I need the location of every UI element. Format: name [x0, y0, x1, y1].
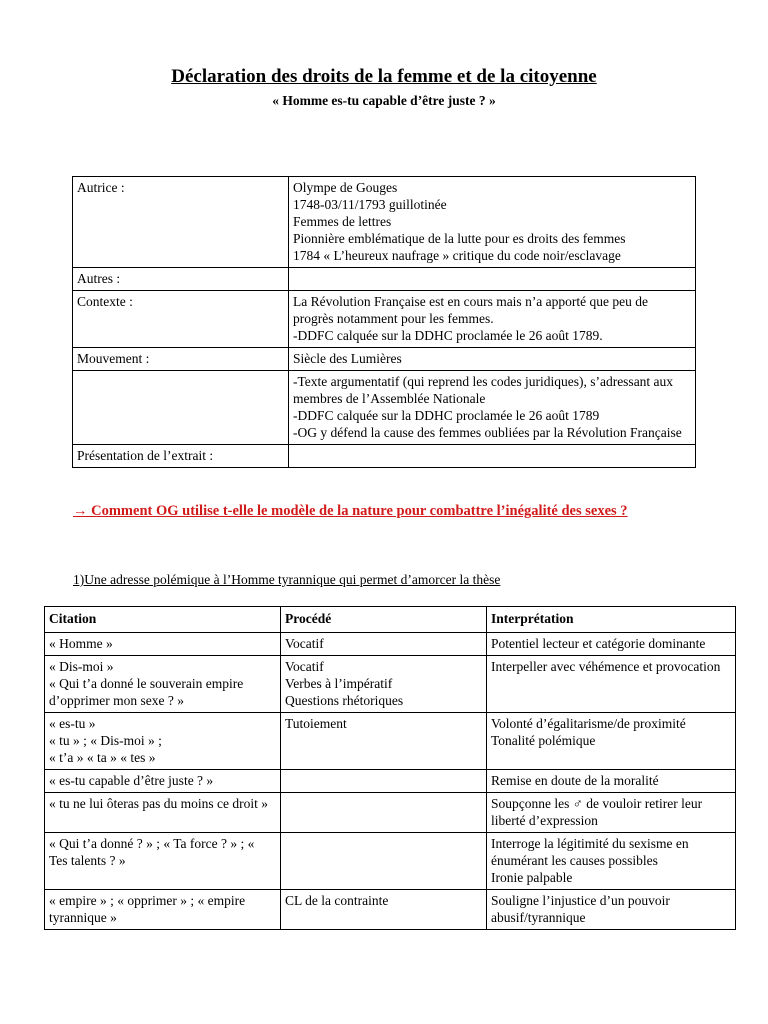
info-label: Contexte :	[73, 291, 289, 348]
procede-cell-line: CL de la contrainte	[285, 893, 389, 908]
info-row	[73, 268, 696, 291]
info-label	[73, 371, 289, 445]
interpretation-cell-line: Souligne l’injustice d’un pouvoir abusif/tyrannique	[491, 893, 670, 925]
info-row	[73, 348, 696, 371]
citation-cell	[45, 713, 281, 770]
info-value-line: -DDFC calquée sur la DDHC proclamée le 26 août 1789	[293, 408, 600, 423]
interpretation-cell	[487, 656, 736, 713]
procede-cell-line: Questions rhétoriques	[285, 693, 404, 708]
procede-cell	[281, 770, 487, 793]
citation-row	[45, 793, 736, 833]
citation-cell-line: « es-tu capable d’être juste ? »	[49, 773, 214, 788]
procede-cell	[281, 833, 487, 890]
problem-question: → Comment OG utilise t-elle le modèle de la nature pour combattre l’inégalité des sexes ?	[73, 503, 628, 519]
info-value-line: -DDFC calquée sur la DDHC proclamée le 26 août 1789.	[293, 328, 603, 343]
document-subtitle: « Homme es-tu capable d’être juste ? »	[272, 93, 496, 108]
citation-cell-line: « tu ne lui ôteras pas du moins ce droit »	[49, 796, 268, 811]
citation-row	[45, 713, 736, 770]
citation-cell	[45, 633, 281, 656]
info-value-line: -Texte argumentatif (qui reprend les codes juridiques), s’adressant aux membres de l’Assemblée Nationale	[293, 374, 674, 406]
procede-cell	[281, 656, 487, 713]
info-value-line: 1784 « L’heureux naufrage » critique du code noir/esclavage	[293, 248, 621, 263]
citation-row	[45, 890, 736, 930]
info-value	[289, 268, 696, 291]
interpretation-cell	[487, 770, 736, 793]
section-title: 1)Une adresse polémique à l’Homme tyrannique qui permet d’amorcer la thèse	[73, 572, 501, 587]
info-value-line: -OG y défend la cause des femmes oubliées par la Révolution Française	[293, 425, 682, 440]
info-label: Présentation de l’extrait :	[73, 445, 289, 468]
citation-cell-line: « Qui t’a donné ? » ; « Ta force ? » ; « Tes talents ? »	[49, 836, 255, 868]
info-table	[72, 176, 696, 468]
interpretation-cell-line: Remise en doute de la moralité	[491, 773, 659, 788]
interpretation-cell	[487, 633, 736, 656]
procede-cell	[281, 890, 487, 930]
info-value-line: Olympe de Gouges	[293, 180, 398, 195]
citation-row	[45, 656, 736, 713]
citation-row	[45, 770, 736, 793]
interpretation-cell-line: Ironie palpable	[491, 870, 573, 885]
citation-cell	[45, 770, 281, 793]
citation-cell-line: « es-tu »	[49, 716, 96, 731]
info-label: Autres :	[73, 268, 289, 291]
citation-cell	[45, 833, 281, 890]
info-value-line: 1748-03/11/1793 guillotinée	[293, 197, 447, 212]
citation-cell-line: « Dis-moi »	[49, 659, 114, 674]
interpretation-cell-line: Volonté d’égalitarisme/de proximité	[491, 716, 686, 731]
info-value	[289, 291, 696, 348]
citation-row	[45, 633, 736, 656]
interpretation-cell-line: Soupçonne les ♂ de vouloir retirer leur liberté d’expression	[491, 796, 703, 828]
citation-cell-line: « t’a » « ta » « tes »	[49, 750, 156, 765]
info-row	[73, 371, 696, 445]
procede-cell-line: Vocatif	[285, 636, 324, 651]
interpretation-cell	[487, 833, 736, 890]
info-value-line: Femmes de lettres	[293, 214, 392, 229]
procede-cell	[281, 633, 487, 656]
info-label: Mouvement :	[73, 348, 289, 371]
info-value-line: La Révolution Française est en cours mais n’a apporté que peu de progrès notamment pour les femmes.	[293, 294, 649, 326]
procede-cell-line: Tutoiement	[285, 716, 347, 731]
header-procede: Procédé	[281, 607, 487, 633]
interpretation-cell	[487, 793, 736, 833]
info-row	[73, 445, 696, 468]
interpretation-cell	[487, 713, 736, 770]
interpretation-cell	[487, 890, 736, 930]
document-title: Déclaration des droits de la femme et de la citoyenne	[171, 66, 597, 87]
citation-cell-line: « Homme »	[49, 636, 113, 651]
citation-row	[45, 833, 736, 890]
info-value	[289, 348, 696, 371]
procede-cell-line: Verbes à l’impératif	[285, 676, 393, 691]
info-row	[73, 291, 696, 348]
info-value-line: Siècle des Lumières	[293, 351, 402, 366]
info-row	[73, 177, 696, 268]
procede-cell	[281, 793, 487, 833]
citation-cell	[45, 656, 281, 713]
info-label: Autrice :	[73, 177, 289, 268]
interpretation-cell-line: Potentiel lecteur et catégorie dominante	[491, 636, 706, 651]
header-interpretation: Interprétation	[487, 607, 736, 633]
header-citation: Citation	[45, 607, 281, 633]
procede-cell-line: Vocatif	[285, 659, 324, 674]
citation-cell	[45, 793, 281, 833]
info-value	[289, 445, 696, 468]
procede-cell	[281, 713, 487, 770]
citation-table-header	[45, 607, 736, 633]
interpretation-cell-line: Interpeller avec véhémence et provocation	[491, 659, 721, 674]
info-value	[289, 177, 696, 268]
citation-cell-line: « empire » ; « opprimer » ; « empire tyrannique »	[49, 893, 246, 925]
citation-cell-line: « Qui t’a donné le souverain empire d’opprimer mon sexe ? »	[49, 676, 244, 708]
citation-cell	[45, 890, 281, 930]
info-value	[289, 371, 696, 445]
citation-cell-line: « tu » ; « Dis-moi » ;	[49, 733, 162, 748]
interpretation-cell-line: Interroge la légitimité du sexisme en énumérant les causes possibles	[491, 836, 689, 868]
citation-table	[44, 606, 736, 930]
info-value-line: Pionnière emblématique de la lutte pour es droits des femmes	[293, 231, 626, 246]
interpretation-cell-line: Tonalité polémique	[491, 733, 596, 748]
